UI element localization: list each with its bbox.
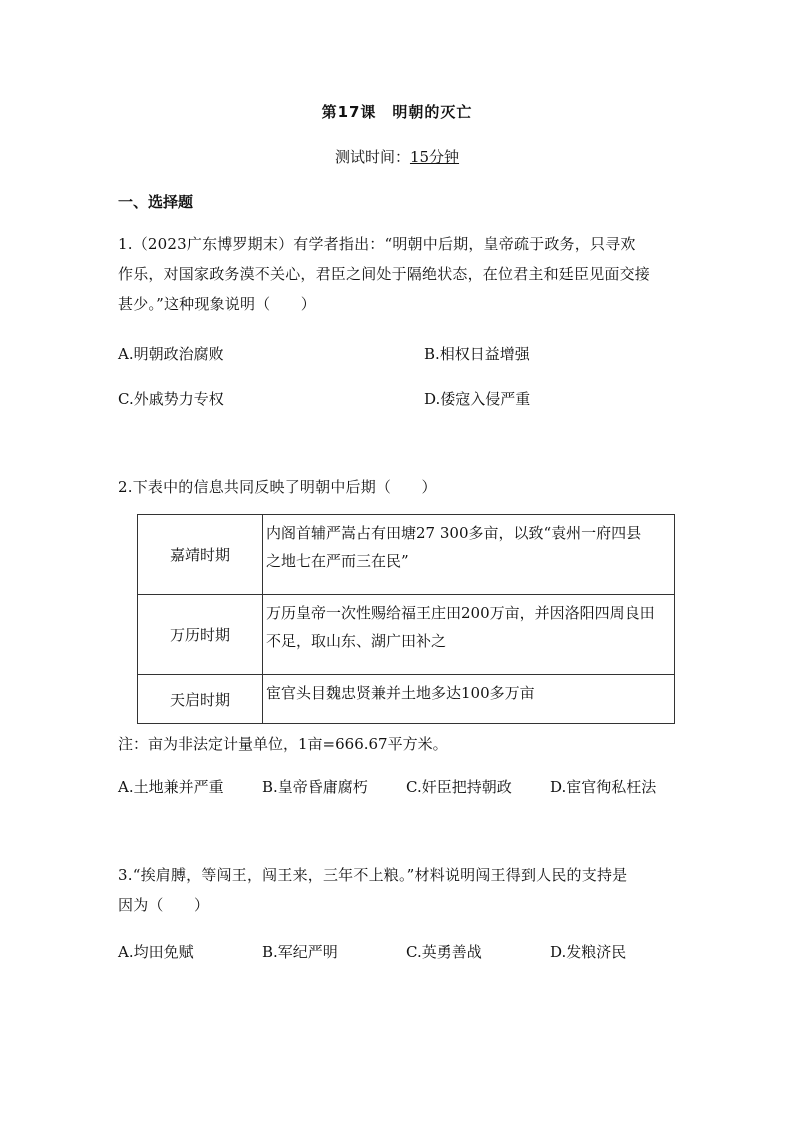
land-annexation-table xyxy=(137,514,675,724)
table-cell-description xyxy=(263,675,675,724)
table-cell-line: 之地七在严而三在民” xyxy=(266,552,409,570)
table-cell-period: 万历时期 xyxy=(138,595,263,675)
question-2-option-c[interactable]: C.奸臣把持朝政 xyxy=(406,778,512,796)
table-row xyxy=(138,515,675,595)
question-2-option-d[interactable]: D.宦官徇私枉法 xyxy=(550,778,657,796)
test-time-label: 测试时间： xyxy=(334,148,410,166)
table-note: 注：亩为非法定计量单位，1亩=666.67平方米。 xyxy=(118,735,448,753)
table-cell-line: 宦官头目魏忠贤兼并土地多达100多万亩 xyxy=(266,684,535,702)
question-2-line: 2.下表中的信息共同反映了明朝中后期（ ） xyxy=(118,478,437,496)
table-row xyxy=(138,595,675,675)
question-3-line: 3.“挨肩膊，等闯王，闯王来，三年不上粮。”材料说明闯王得到人民的支持是 xyxy=(118,866,628,884)
section-heading: 一、选择题 xyxy=(118,193,194,211)
question-3-line: 因为（ ） xyxy=(118,896,210,914)
table-row xyxy=(138,675,675,724)
question-1-stem xyxy=(118,229,678,319)
question-1-option-a[interactable]: A.明朝政治腐败 xyxy=(118,345,224,363)
question-2-option-a[interactable]: A.土地兼并严重 xyxy=(118,778,224,796)
question-3-option-d[interactable]: D.发粮济民 xyxy=(550,943,627,961)
table-cell-description xyxy=(263,515,675,595)
question-1-option-c[interactable]: C.外戚势力专权 xyxy=(118,390,224,408)
table-cell-line: 内阁首辅严嵩占有田塘27 300多亩，以致“袁州一府四县 xyxy=(266,524,642,542)
question-1-line: 甚少。”这种现象说明（ ） xyxy=(118,295,316,313)
table-cell-period: 嘉靖时期 xyxy=(138,515,263,595)
test-time-value: 15分钟 xyxy=(409,148,460,166)
table-cell-line: 不足，取山东、湖广田补之 xyxy=(266,632,447,650)
question-2-stem xyxy=(118,472,678,502)
question-1-option-b[interactable]: B.相权日益增强 xyxy=(424,345,530,363)
question-3-option-b[interactable]: B.军纪严明 xyxy=(262,943,338,961)
question-3-stem xyxy=(118,860,678,920)
table-cell-description xyxy=(263,595,675,675)
table-cell-line: 万历皇帝一次性赐给福王庄田200万亩，并因洛阳四周良田 xyxy=(266,604,655,622)
question-3-option-c[interactable]: C.英勇善战 xyxy=(406,943,482,961)
lesson-title: 第17课 明朝的灭亡 xyxy=(321,103,473,121)
table-cell-period: 天启时期 xyxy=(138,675,263,724)
question-3-option-a[interactable]: A.均田免赋 xyxy=(118,943,194,961)
question-1-option-d[interactable]: D.倭寇入侵严重 xyxy=(424,390,531,408)
question-1-line: 作乐，对国家政务漠不关心，君臣之间处于隔绝状态，在位君主和廷臣见面交接 xyxy=(118,265,651,283)
test-time xyxy=(0,146,794,167)
question-2-option-b[interactable]: B.皇帝昏庸腐朽 xyxy=(262,778,368,796)
question-1-line: 1.（2023广东博罗期末）有学者指出：“明朝中后期，皇帝疏于政务，只寻欢 xyxy=(118,235,636,253)
